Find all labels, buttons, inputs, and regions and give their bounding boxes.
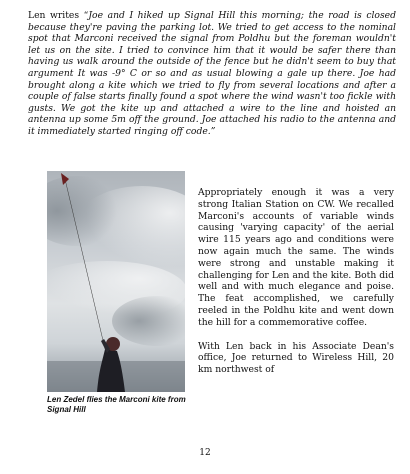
kite-photo-image: [47, 171, 185, 392]
body-paragraph-3: With Len back in his Associate Dean's office, Joe returned to Wireless Hill, 20 km northwest of: [198, 340, 394, 376]
page-number: 12: [199, 448, 211, 458]
body-paragraph-2: Appropriately enough it was a very strong Italian Station on CW. We recalled Marconi's accounts of variable winds causing 'varying capacity' of the aerial wire 115 years ago and conditions were now again much the same. The winds were strong and unstable making it challenging for Len and the kite. Both did well and with much elegance and poise. The feat accomplished, we carefully reeled in the Poldhu kite and went down the hill for a commemorative coffee.: [198, 187, 394, 328]
intro-paragraph: [28, 10, 396, 138]
photo-caption: Len Zedel flies the Marconi kite from Signal Hill: [47, 395, 186, 414]
intro-lead: Len writes “: [28, 10, 89, 21]
right-column: [198, 187, 394, 376]
kite-photo: [47, 171, 185, 392]
intro-quote: Joe and I hiked up Signal Hill this morning; the road is closed because they're paving the parking lot. We tried to get access to the nominal spot that Marconi received the signal from Poldhu but the foreman wouldn't let us on the site. I tried to convince him that it would be safer there than having us walk around the outside of the fence but he didn't seem to buy that argument It was -9° C or so and as usual blowing a gale up there. Joe had brought along a kite which we tried to fly from several locations and after a couple of false starts finally found a spot where the wind wasn't too fickle with gusts. We got the kite up and attached a wire to the line and hoisted an antenna up some 5m off the ground. Joe attached his radio to the antenna and it immediately started ringing off code.”: [28, 10, 396, 137]
